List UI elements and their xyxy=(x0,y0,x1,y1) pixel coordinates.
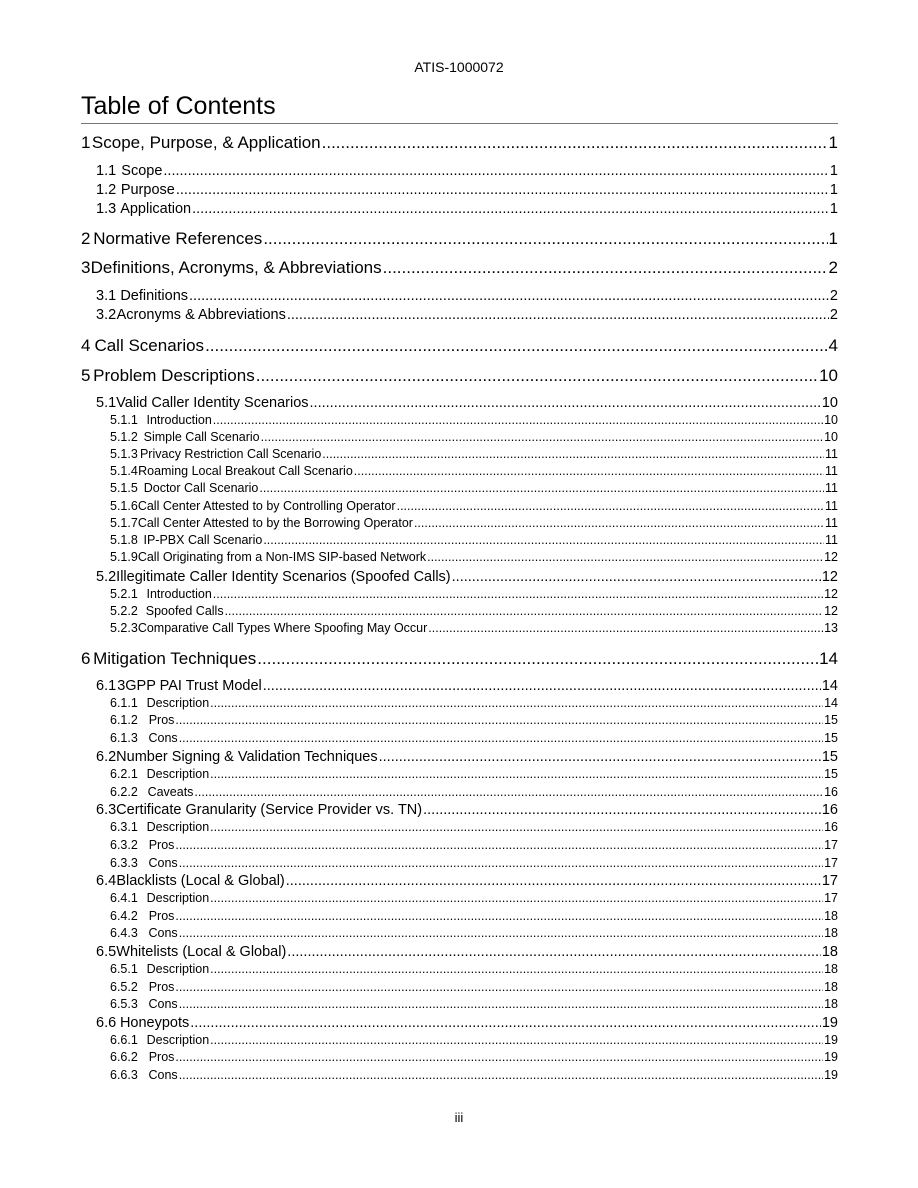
toc-entry-page: 10 xyxy=(819,366,838,385)
toc-entry-level-2[interactable] xyxy=(96,395,838,411)
toc-entry-title: Certificate Granularity (Service Provider vs. TN) xyxy=(116,802,423,818)
toc-entry-title: Application xyxy=(120,201,192,217)
toc-entry-level-2[interactable] xyxy=(96,678,838,694)
toc-dot-leader xyxy=(213,587,823,601)
toc-entry-page: 10 xyxy=(824,413,838,427)
toc-entry-number: 6.6.3 xyxy=(110,1068,138,1082)
toc-entry-level-3[interactable] xyxy=(110,1050,838,1064)
toc-entry-level-3[interactable] xyxy=(110,891,838,905)
toc-dot-leader xyxy=(210,820,823,834)
toc-dot-leader xyxy=(261,430,823,444)
toc-dot-leader xyxy=(287,944,821,960)
toc-entry-page: 10 xyxy=(821,395,838,411)
toc-entry-title: Simple Call Scenario xyxy=(143,430,260,444)
toc-dot-leader xyxy=(383,258,828,278)
toc-dot-leader xyxy=(176,182,829,198)
toc-entry-title: Number Signing & Validation Techniques xyxy=(116,749,378,765)
toc-entry-page: 18 xyxy=(821,944,838,960)
toc-dot-leader xyxy=(210,891,823,905)
toc-entry-number: 6.6.2 xyxy=(110,1050,138,1064)
toc-entry-title: Definitions xyxy=(120,288,189,304)
toc-entry-title: Call Originating from a Non-IMS SIP-based Network xyxy=(137,550,427,564)
toc-entry-page: 1 xyxy=(828,229,838,248)
toc-entry-level-1[interactable] xyxy=(81,258,838,278)
toc-dot-leader xyxy=(175,909,823,923)
toc-entry-level-3[interactable] xyxy=(110,1068,838,1082)
toc-entry-level-3[interactable] xyxy=(110,430,838,444)
toc-entry-level-3[interactable] xyxy=(110,997,838,1011)
toc-entry-level-3[interactable] xyxy=(110,856,838,870)
toc-dot-leader xyxy=(263,229,827,249)
toc-entry-page: 11 xyxy=(825,481,838,495)
toc-entry-level-2[interactable] xyxy=(96,307,838,323)
toc-entry-title: Acronyms & Abbreviations xyxy=(116,307,286,323)
toc-entry-page: 16 xyxy=(824,785,838,799)
toc-entry-page: 15 xyxy=(824,731,838,745)
toc-dot-leader xyxy=(194,785,823,799)
toc-dot-leader xyxy=(179,1068,823,1082)
toc-entry-title: Comparative Call Types Where Spoofing May Occur xyxy=(137,621,428,635)
toc-entry-title: Call Center Attested to by the Borrowing Operator xyxy=(137,516,413,530)
toc-entry-level-3[interactable] xyxy=(110,962,838,976)
toc-entry-level-2[interactable] xyxy=(96,163,838,179)
toc-entry-number: 1.2 xyxy=(96,182,117,198)
toc-entry-number: 6 xyxy=(81,649,91,668)
toc-entry-number: 6.4.2 xyxy=(110,909,138,923)
toc-entry-page: 16 xyxy=(824,820,838,834)
toc-entry-number: 6.1 xyxy=(96,678,117,694)
toc-entry-title: Purpose xyxy=(120,182,175,198)
toc-entry-number: 1.1 xyxy=(96,163,117,179)
toc-dot-leader xyxy=(179,856,823,870)
toc-entry-title: Definitions, Acronyms, & Abbreviations xyxy=(90,258,382,277)
toc-entry-level-3[interactable] xyxy=(110,464,838,478)
toc-entry-page: 12 xyxy=(824,604,838,618)
toc-dot-leader xyxy=(287,307,829,323)
toc-entry-page: 16 xyxy=(821,802,838,818)
toc-dot-leader xyxy=(210,1033,823,1047)
toc-entry-page: 4 xyxy=(828,336,838,355)
toc-dot-leader xyxy=(190,1015,821,1031)
toc-entry-page: 11 xyxy=(825,516,838,530)
toc-entry-level-3[interactable] xyxy=(110,767,838,781)
toc-entry-number: 2 xyxy=(81,229,91,248)
toc-dot-leader xyxy=(189,288,829,304)
toc-entry-page: 15 xyxy=(824,767,838,781)
toc-entry-page: 2 xyxy=(828,258,838,277)
toc-entry-level-3[interactable] xyxy=(110,980,838,994)
toc-entry-page: 17 xyxy=(821,873,838,889)
toc-entry-level-1[interactable] xyxy=(81,229,838,249)
toc-entry-title: Introduction xyxy=(146,413,212,427)
toc-entry-level-3[interactable] xyxy=(110,533,838,547)
toc-entry-level-3[interactable] xyxy=(110,820,838,834)
toc-entry-number: 6.4 xyxy=(96,873,117,889)
toc-entry-title: Description xyxy=(146,767,210,781)
toc-entry-title: Blacklists (Local & Global) xyxy=(116,873,285,889)
toc-dot-leader xyxy=(163,163,829,179)
toc-entry-number: 4 xyxy=(81,336,91,355)
toc-entry-title: Cons xyxy=(148,926,178,940)
toc-entry-page: 17 xyxy=(824,891,838,905)
toc-entry-page: 15 xyxy=(821,749,838,765)
toc-entry-number: 6.2.2 xyxy=(110,785,138,799)
toc-entry-title: Privacy Restriction Call Scenario xyxy=(139,447,322,461)
toc-entry-number: 5.1.3 xyxy=(110,447,138,461)
toc-entry-number: 6.3.2 xyxy=(110,838,138,852)
toc-entry-level-3[interactable] xyxy=(110,731,838,745)
toc-entry-number: 1.3 xyxy=(96,201,117,217)
toc-dot-leader xyxy=(210,767,823,781)
toc-dot-leader xyxy=(175,838,823,852)
toc-dot-leader xyxy=(259,481,824,495)
toc-entry-title: Spoofed Calls xyxy=(145,604,224,618)
toc-entry-page: 14 xyxy=(821,678,838,694)
toc-entry-level-3[interactable] xyxy=(110,926,838,940)
toc-entry-number: 5.1.5 xyxy=(110,481,138,495)
toc-entry-title: Scope, Purpose, & Application xyxy=(91,133,321,152)
toc-entry-number: 5.1 xyxy=(96,395,117,411)
toc-entry-number: 6.3.1 xyxy=(110,820,138,834)
toc-entry-page: 18 xyxy=(824,926,838,940)
toc-title: Table of Contents xyxy=(81,92,276,120)
toc-entry-title: Valid Caller Identity Scenarios xyxy=(116,395,309,411)
toc-entry-level-2[interactable] xyxy=(96,873,838,889)
toc-entry-page: 11 xyxy=(825,447,838,461)
toc-entry-page: 13 xyxy=(824,621,838,635)
toc-entry-level-2[interactable] xyxy=(96,944,838,960)
toc-entry-title: Caveats xyxy=(147,785,194,799)
toc-entry-level-2[interactable] xyxy=(96,182,838,198)
toc-entry-level-3[interactable] xyxy=(110,1033,838,1047)
toc-entry-number: 6.3 xyxy=(96,802,117,818)
toc-entry-level-1[interactable] xyxy=(81,649,838,669)
toc-entry-number: 3.1 xyxy=(96,288,117,304)
toc-dot-leader xyxy=(322,447,824,461)
toc-entry-level-2[interactable] xyxy=(96,749,838,765)
toc-entry-page: 17 xyxy=(824,838,838,852)
toc-entry-title: IP-PBX Call Scenario xyxy=(143,533,263,547)
toc-dot-leader xyxy=(379,749,821,765)
toc-entry-page: 19 xyxy=(824,1068,838,1082)
toc-dot-leader xyxy=(192,201,829,217)
toc-entry-level-3[interactable] xyxy=(110,516,838,530)
toc-entry-page: 14 xyxy=(819,649,838,668)
toc-entry-number: 6.5.3 xyxy=(110,997,138,1011)
toc-entry-number: 5 xyxy=(81,366,91,385)
toc-entry-number: 6.4.3 xyxy=(110,926,138,940)
toc-entry-level-3[interactable] xyxy=(110,696,838,710)
toc-dot-leader xyxy=(322,133,828,153)
toc-entry-level-3[interactable] xyxy=(110,481,838,495)
toc-entry-level-3[interactable] xyxy=(110,587,838,601)
toc-entry-title: Cons xyxy=(148,997,178,1011)
toc-dot-leader xyxy=(423,802,821,818)
toc-dot-leader xyxy=(210,696,823,710)
toc-entry-page: 18 xyxy=(824,909,838,923)
toc-entry-number: 6.5.2 xyxy=(110,980,138,994)
toc-entry-page: 1 xyxy=(829,201,838,217)
toc-entry-number: 3 xyxy=(81,258,91,277)
toc-dot-leader xyxy=(225,604,824,618)
toc-entry-page: 17 xyxy=(824,856,838,870)
toc-entry-number: 5.1.4 xyxy=(110,464,138,478)
toc-entry-page: 11 xyxy=(825,499,838,513)
toc-entry-number: 5.1.7 xyxy=(110,516,138,530)
toc-entry-title: Pros xyxy=(148,980,175,994)
toc-entry-title: Description xyxy=(146,962,210,976)
toc-entry-number: 6.5.1 xyxy=(110,962,138,976)
toc-dot-leader xyxy=(213,413,823,427)
toc-entry-title: Cons xyxy=(148,856,178,870)
toc-dot-leader xyxy=(354,464,824,478)
toc-entry-page: 11 xyxy=(825,533,838,547)
toc-entry-page: 1 xyxy=(828,133,838,152)
toc-entry-page: 12 xyxy=(821,569,838,585)
toc-entry-title: Introduction xyxy=(146,587,212,601)
toc-entry-number: 5.2 xyxy=(96,569,117,585)
toc-entry-title: Pros xyxy=(148,713,175,727)
toc-entry-title: Cons xyxy=(148,1068,178,1082)
toc-entry-page: 18 xyxy=(824,980,838,994)
toc-entry-number: 6.2.1 xyxy=(110,767,138,781)
toc-entry-number: 6.5 xyxy=(96,944,117,960)
toc-dot-leader xyxy=(175,713,823,727)
toc-entry-title: Call Center Attested to by Controlling Operator xyxy=(137,499,396,513)
toc-entry-title: Normative References xyxy=(93,229,263,248)
toc-entry-title: Whitelists (Local & Global) xyxy=(116,944,287,960)
toc-entry-page: 2 xyxy=(829,288,838,304)
toc-entry-title: Scope xyxy=(121,163,163,179)
toc-entry-number: 6.6.1 xyxy=(110,1033,138,1047)
toc-entry-level-3[interactable] xyxy=(110,909,838,923)
toc-entry-number: 6.3.3 xyxy=(110,856,138,870)
toc-entry-level-2[interactable] xyxy=(96,569,838,585)
page-header: ATIS-1000072 xyxy=(414,59,504,75)
toc-entry-number: 5.2.2 xyxy=(110,604,138,618)
toc-entry-page: 1 xyxy=(829,182,838,198)
toc-entry-level-1[interactable] xyxy=(81,336,838,356)
toc-entry-page: 1 xyxy=(829,163,838,179)
toc-entry-page: 2 xyxy=(829,307,838,323)
toc-entry-title: 3GPP PAI Trust Model xyxy=(117,678,262,694)
toc-entry-title: Pros xyxy=(148,1050,175,1064)
toc-entry-page: 11 xyxy=(825,464,838,478)
toc-entry-page: 19 xyxy=(824,1050,838,1064)
toc-dot-leader xyxy=(179,926,823,940)
toc-entry-number: 5.1.8 xyxy=(110,533,138,547)
toc-dot-leader xyxy=(414,516,824,530)
toc-entry-page: 18 xyxy=(824,962,838,976)
toc-entry-page: 12 xyxy=(824,587,838,601)
toc-dot-leader xyxy=(179,997,823,1011)
toc-entry-page: 10 xyxy=(824,430,838,444)
toc-entry-number: 6.2 xyxy=(96,749,117,765)
toc-dot-leader xyxy=(205,336,827,356)
toc-dot-leader xyxy=(428,621,823,635)
toc-dot-leader xyxy=(427,550,823,564)
toc-entry-title: Description xyxy=(146,891,210,905)
toc-entry-page: 12 xyxy=(824,550,838,564)
toc-entry-page: 19 xyxy=(824,1033,838,1047)
toc-entry-title: Cons xyxy=(148,731,178,745)
toc-entry-title: Doctor Call Scenario xyxy=(143,481,259,495)
toc-entry-title: Description xyxy=(146,1033,210,1047)
toc-dot-leader xyxy=(286,873,821,889)
toc-entry-level-3[interactable] xyxy=(110,838,838,852)
toc-entry-page: 19 xyxy=(821,1015,838,1031)
toc-entry-number: 6.4.1 xyxy=(110,891,138,905)
toc-entry-title: Call Scenarios xyxy=(94,336,205,355)
toc-dot-leader xyxy=(452,569,821,585)
toc-dot-leader xyxy=(257,649,818,669)
toc-entry-page: 18 xyxy=(824,997,838,1011)
toc-entry-title: Pros xyxy=(148,838,175,852)
toc-entry-level-3[interactable] xyxy=(110,413,838,427)
toc-entry-level-3[interactable] xyxy=(110,550,838,564)
toc-dot-leader xyxy=(310,395,821,411)
toc-entry-number: 6.1.2 xyxy=(110,713,138,727)
toc-entry-level-1[interactable] xyxy=(81,133,838,153)
toc-entry-level-2[interactable] xyxy=(96,1015,838,1031)
toc-entry-title: Description xyxy=(146,820,210,834)
toc-entry-number: 3.2 xyxy=(96,307,117,323)
toc-entry-number: 5.1.9 xyxy=(110,550,138,564)
toc-dot-leader xyxy=(263,533,824,547)
toc-entry-title: Roaming Local Breakout Call Scenario xyxy=(138,464,353,478)
toc-dot-leader xyxy=(179,731,823,745)
toc-entry-level-3[interactable] xyxy=(110,713,838,727)
toc-entry-title: Description xyxy=(146,696,210,710)
toc-entry-level-3[interactable] xyxy=(110,621,838,635)
toc-entry-level-2[interactable] xyxy=(96,201,838,217)
toc-entry-number: 1 xyxy=(81,133,91,152)
toc-entry-number: 5.2.1 xyxy=(110,587,138,601)
toc-entry-level-1[interactable] xyxy=(81,366,838,386)
toc-entry-level-3[interactable] xyxy=(110,604,838,618)
toc-entry-level-2[interactable] xyxy=(96,802,838,818)
toc-entry-number: 5.1.2 xyxy=(110,430,138,444)
toc-entry-number: 6.6 xyxy=(96,1015,117,1031)
toc-dot-leader xyxy=(210,962,823,976)
toc-dot-leader xyxy=(175,980,823,994)
toc-entry-page: 15 xyxy=(824,713,838,727)
toc-entry-page: 14 xyxy=(824,696,838,710)
toc-entry-level-2[interactable] xyxy=(96,288,838,304)
toc-entry-number: 5.2.3 xyxy=(110,621,138,635)
toc-entry-title: Pros xyxy=(148,909,175,923)
toc-entry-level-3[interactable] xyxy=(110,499,838,513)
toc-dot-leader xyxy=(263,678,821,694)
toc-entry-title: Problem Descriptions xyxy=(93,366,255,385)
toc-dot-leader xyxy=(256,366,818,386)
toc-entry-title: Honeypots xyxy=(119,1015,190,1031)
toc-dot-leader xyxy=(397,499,824,513)
toc-entry-number: 6.1.1 xyxy=(110,696,138,710)
toc-entry-number: 6.1.3 xyxy=(110,731,138,745)
toc-entry-number: 5.1.6 xyxy=(110,499,138,513)
toc-entry-level-3[interactable] xyxy=(110,785,838,799)
toc-entry-level-3[interactable] xyxy=(110,447,838,461)
toc-entry-title: Mitigation Techniques xyxy=(93,649,257,668)
page-footer: iii xyxy=(454,1110,464,1125)
toc-dot-leader xyxy=(175,1050,823,1064)
toc-entry-title: Illegitimate Caller Identity Scenarios (Spoofed Calls) xyxy=(116,569,451,585)
toc-entry-number: 5.1.1 xyxy=(110,413,138,427)
